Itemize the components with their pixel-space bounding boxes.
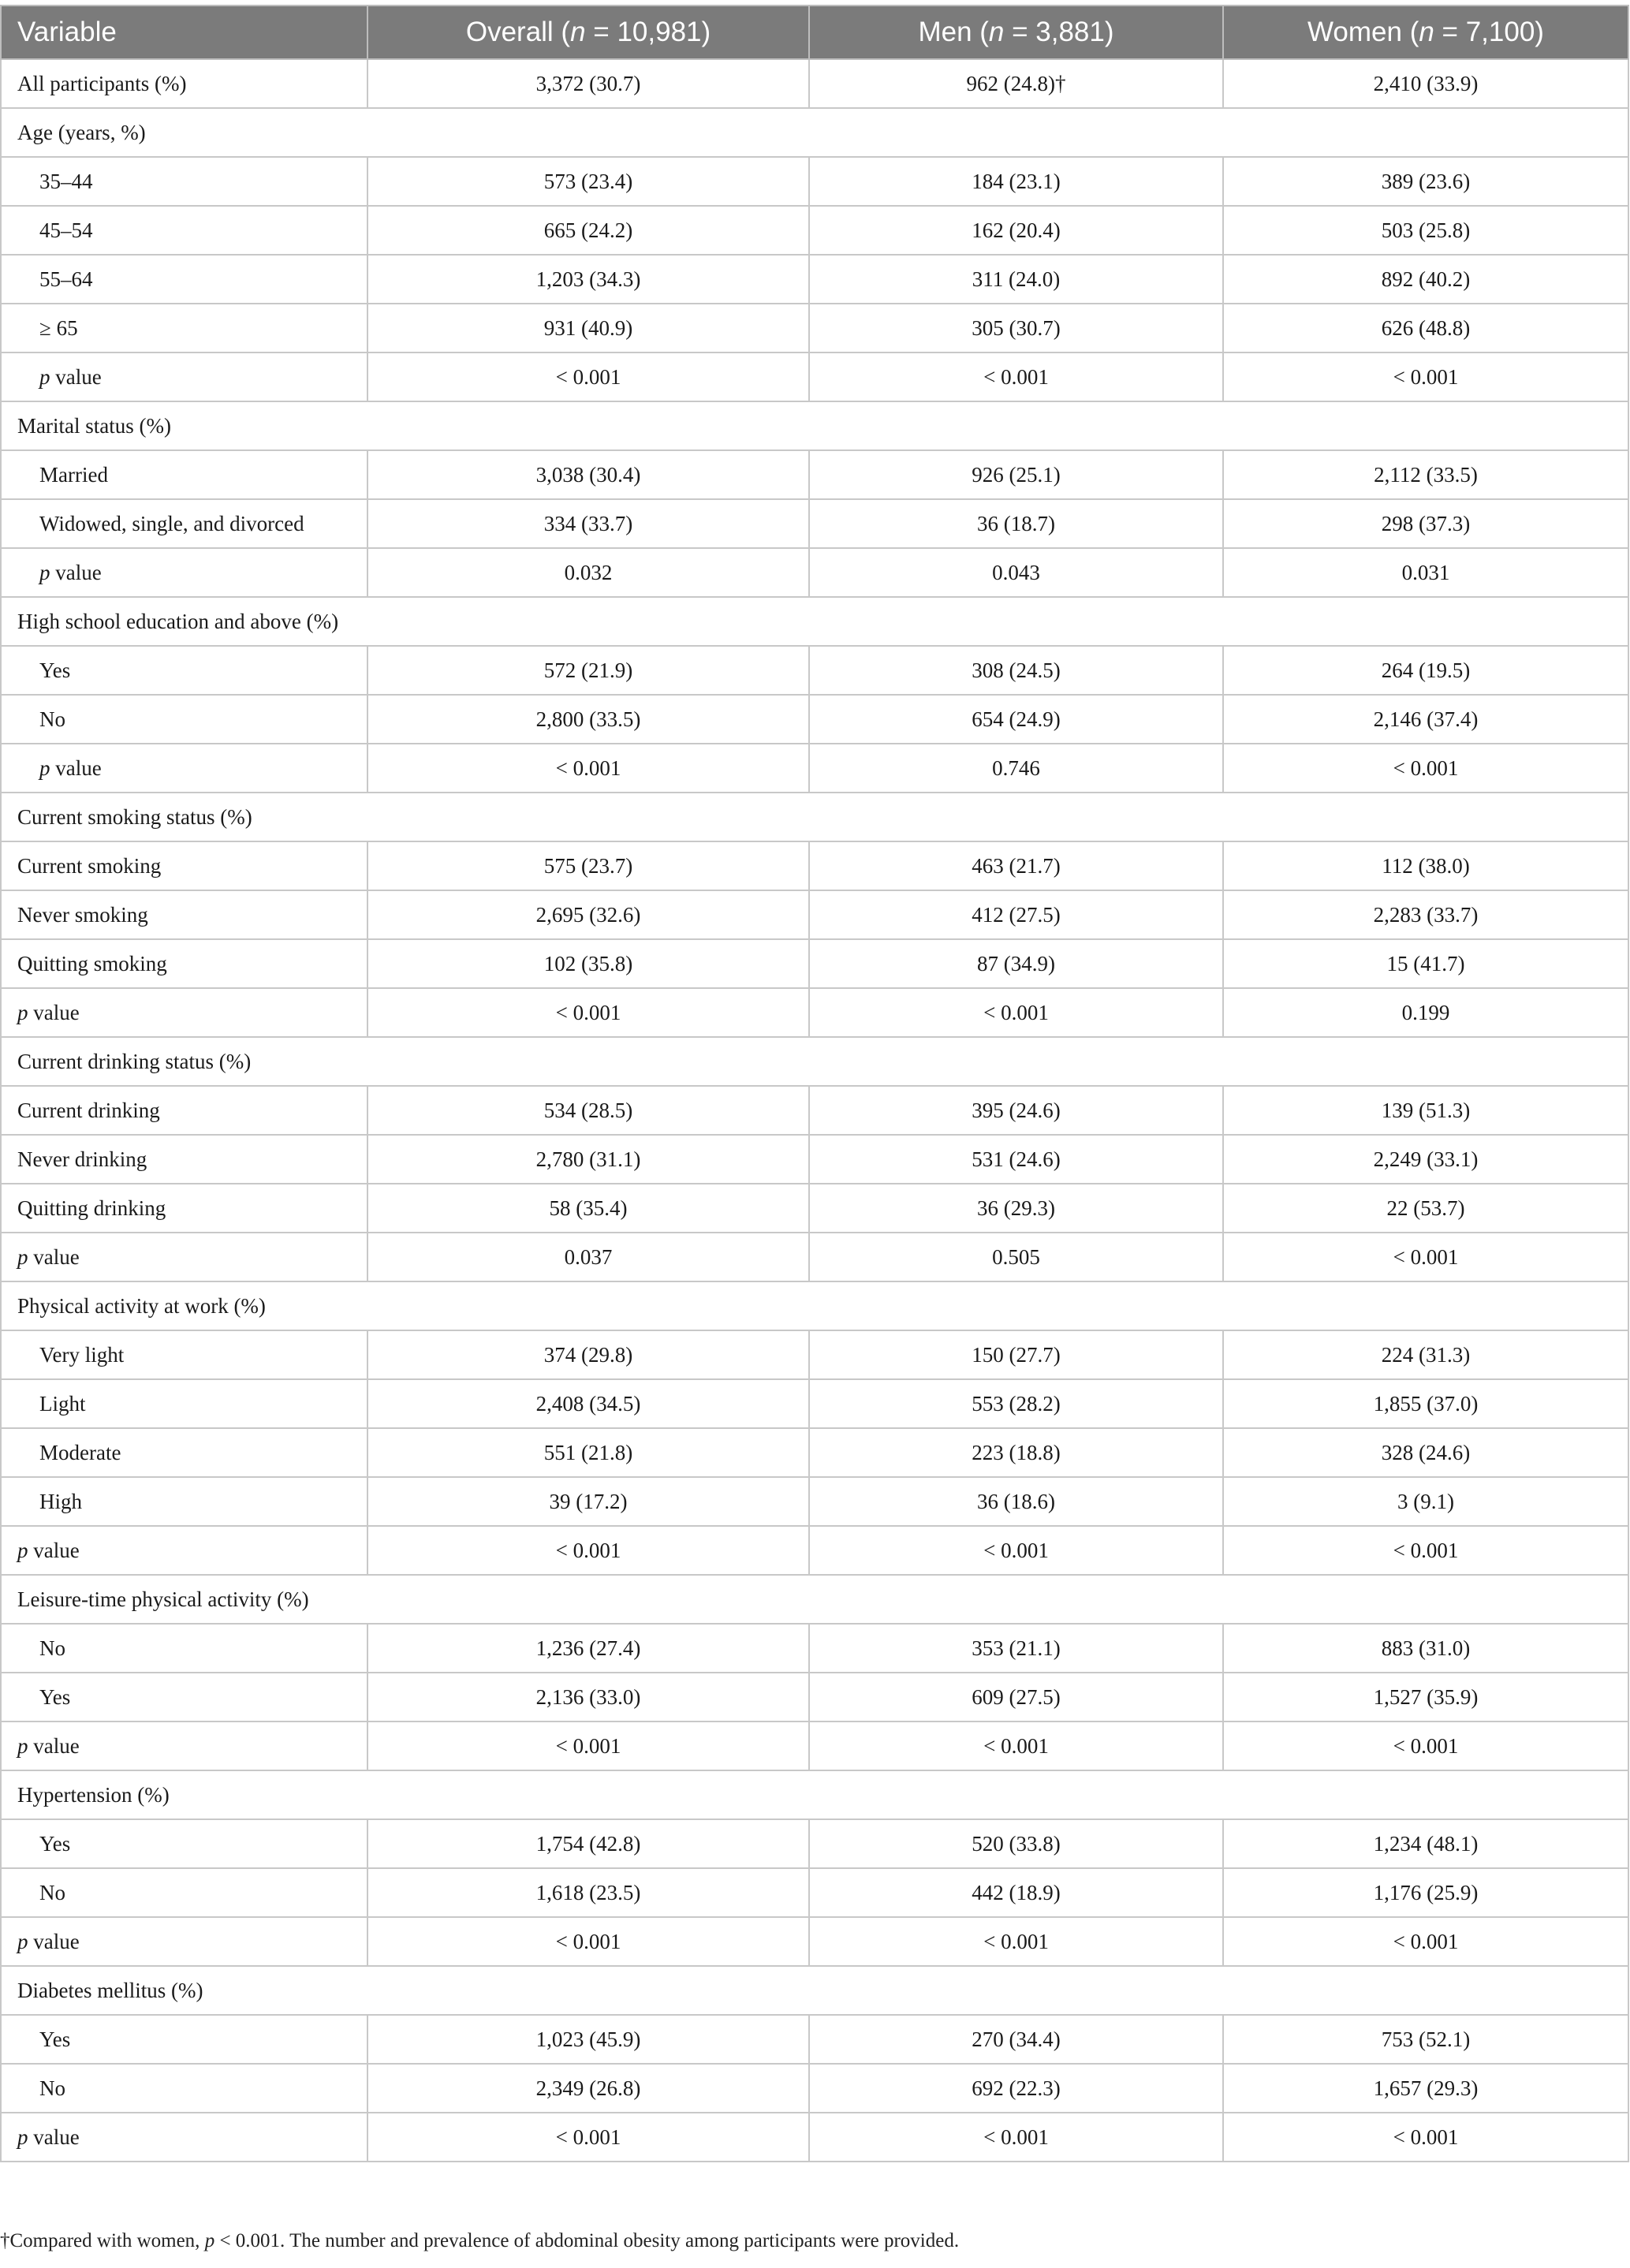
row-label: Light <box>1 1379 367 1428</box>
cell-women: < 0.001 <box>1223 353 1628 401</box>
table-row <box>1 1624 1628 1673</box>
cell-overall: 1,618 (23.5) <box>367 1868 809 1917</box>
cell-overall: < 0.001 <box>367 1722 809 1770</box>
section-row <box>1 597 1628 646</box>
cell-men: 531 (24.6) <box>809 1135 1223 1184</box>
section-label: Physical activity at work (%) <box>1 1281 1628 1330</box>
row-label: Yes <box>1 1819 367 1868</box>
p-value-label <box>1 1917 367 1966</box>
cell-overall: 1,203 (34.3) <box>367 255 809 304</box>
section-row <box>1 1037 1628 1086</box>
table-row <box>1 304 1628 353</box>
section-label: Current smoking status (%) <box>1 793 1628 841</box>
table-row <box>1 695 1628 744</box>
cell-men: 442 (18.9) <box>809 1868 1223 1917</box>
cell-women: 15 (41.7) <box>1223 939 1628 988</box>
row-label: Quitting smoking <box>1 939 367 988</box>
p-value-row <box>1 988 1628 1037</box>
p-value-word: value <box>28 1244 80 1269</box>
table-row <box>1 1673 1628 1722</box>
cell-women: 626 (48.8) <box>1223 304 1628 353</box>
cell-women: 883 (31.0) <box>1223 1624 1628 1673</box>
cell-men: 0.746 <box>809 744 1223 793</box>
row-label: 45–54 <box>1 206 367 255</box>
cell-men: 463 (21.7) <box>809 841 1223 890</box>
section-row <box>1 1575 1628 1624</box>
cell-women: 298 (37.3) <box>1223 499 1628 548</box>
p-value-label <box>1 1233 367 1281</box>
cell-women: 1,176 (25.9) <box>1223 1868 1628 1917</box>
p-symbol: p <box>17 1000 28 1024</box>
cell-men: < 0.001 <box>809 2113 1223 2162</box>
cell-women: < 0.001 <box>1223 744 1628 793</box>
table-row <box>1 206 1628 255</box>
cell-overall: 2,136 (33.0) <box>367 1673 809 1722</box>
cell-men: 654 (24.9) <box>809 695 1223 744</box>
header-overall <box>367 6 809 59</box>
p-value-word: value <box>50 755 102 780</box>
cell-men: 311 (24.0) <box>809 255 1223 304</box>
section-row <box>1 1770 1628 1819</box>
cell-overall: 2,695 (32.6) <box>367 890 809 939</box>
row-label: Quitting drinking <box>1 1184 367 1233</box>
cell-overall: 1,023 (45.9) <box>367 2015 809 2064</box>
table-body <box>1 59 1628 2162</box>
cell-overall: < 0.001 <box>367 1917 809 1966</box>
cell-men: 520 (33.8) <box>809 1819 1223 1868</box>
cell-women: < 0.001 <box>1223 1917 1628 1966</box>
cell-women: 1,527 (35.9) <box>1223 1673 1628 1722</box>
cell-women: < 0.001 <box>1223 2113 1628 2162</box>
cell-overall: 575 (23.7) <box>367 841 809 890</box>
cell-women: 0.199 <box>1223 988 1628 1037</box>
footnote-text-post: < 0.001. The number and prevalence of abdominal obesity among participants were provided. <box>214 2230 960 2251</box>
table-row <box>1 255 1628 304</box>
cell-women: 892 (40.2) <box>1223 255 1628 304</box>
cell-overall: 2,800 (33.5) <box>367 695 809 744</box>
cell-women: 503 (25.8) <box>1223 206 1628 255</box>
table-row <box>1 157 1628 206</box>
table-row <box>1 1086 1628 1135</box>
p-symbol: p <box>39 560 50 584</box>
cell-overall: 374 (29.8) <box>367 1330 809 1379</box>
section-row <box>1 401 1628 450</box>
table-container <box>0 5 1630 2162</box>
p-value-row <box>1 1917 1628 1966</box>
row-label: Yes <box>1 646 367 695</box>
section-label: High school education and above (%) <box>1 597 1628 646</box>
header-row <box>1 6 1628 59</box>
table-row <box>1 2064 1628 2113</box>
cell-overall: 58 (35.4) <box>367 1184 809 1233</box>
section-row <box>1 1966 1628 2015</box>
cell-overall: 2,780 (31.1) <box>367 1135 809 1184</box>
header-women-count: = 7,100) <box>1434 17 1544 47</box>
p-value-row <box>1 1722 1628 1770</box>
table-header <box>1 6 1628 59</box>
cell-men: 223 (18.8) <box>809 1428 1223 1477</box>
p-symbol: p <box>17 1929 28 1953</box>
cell-overall: < 0.001 <box>367 988 809 1037</box>
header-overall-count: = 10,981) <box>585 17 711 47</box>
p-value-row <box>1 1233 1628 1281</box>
cell-women: 2,146 (37.4) <box>1223 695 1628 744</box>
header-women-n: n <box>1419 17 1434 47</box>
header-overall-n: n <box>570 17 586 47</box>
cell-men: 36 (18.7) <box>809 499 1223 548</box>
cell-men: 553 (28.2) <box>809 1379 1223 1428</box>
row-label: ≥ 65 <box>1 304 367 353</box>
section-label: Marital status (%) <box>1 401 1628 450</box>
cell-women: < 0.001 <box>1223 1233 1628 1281</box>
table-footnote <box>0 2230 959 2252</box>
table-row <box>1 646 1628 695</box>
cell-overall: < 0.001 <box>367 744 809 793</box>
p-symbol: p <box>17 1538 28 1562</box>
cell-women: 2,283 (33.7) <box>1223 890 1628 939</box>
cell-overall: 534 (28.5) <box>367 1086 809 1135</box>
cell-men: 0.505 <box>809 1233 1223 1281</box>
p-value-row <box>1 744 1628 793</box>
row-label: No <box>1 1624 367 1673</box>
table-row <box>1 1184 1628 1233</box>
p-value-label <box>1 1526 367 1575</box>
table-row <box>1 1428 1628 1477</box>
cell-women: 224 (31.3) <box>1223 1330 1628 1379</box>
table-row <box>1 59 1628 108</box>
cell-men: 270 (34.4) <box>809 2015 1223 2064</box>
p-symbol: p <box>17 1244 28 1269</box>
cell-men: 926 (25.1) <box>809 450 1223 499</box>
cell-women: 2,249 (33.1) <box>1223 1135 1628 1184</box>
p-value-word: value <box>28 2124 80 2149</box>
row-label: 55–64 <box>1 255 367 304</box>
cell-overall: 102 (35.8) <box>367 939 809 988</box>
section-row <box>1 793 1628 841</box>
header-men-count: = 3,881) <box>1004 17 1114 47</box>
cell-women: 0.031 <box>1223 548 1628 597</box>
section-label: Age (years, %) <box>1 108 1628 157</box>
cell-women: 3 (9.1) <box>1223 1477 1628 1526</box>
row-label: Never drinking <box>1 1135 367 1184</box>
row-label: No <box>1 695 367 744</box>
row-label: Current smoking <box>1 841 367 890</box>
table-row <box>1 1477 1628 1526</box>
cell-women: 112 (38.0) <box>1223 841 1628 890</box>
table-row <box>1 841 1628 890</box>
table-row <box>1 939 1628 988</box>
cell-overall: 2,408 (34.5) <box>367 1379 809 1428</box>
cell-overall: 931 (40.9) <box>367 304 809 353</box>
p-value-word: value <box>28 1538 80 1562</box>
p-value-row <box>1 1526 1628 1575</box>
cell-women: 1,657 (29.3) <box>1223 2064 1628 2113</box>
prevalence-table <box>0 5 1629 2162</box>
p-symbol: p <box>39 364 50 389</box>
table-row <box>1 1330 1628 1379</box>
section-row <box>1 108 1628 157</box>
p-value-word: value <box>50 560 102 584</box>
cell-men: 962 (24.8)† <box>809 59 1223 108</box>
cell-overall: 572 (21.9) <box>367 646 809 695</box>
header-men-label: Men ( <box>918 17 989 47</box>
header-women <box>1223 6 1628 59</box>
cell-women: 1,234 (48.1) <box>1223 1819 1628 1868</box>
row-label: Never smoking <box>1 890 367 939</box>
cell-men: < 0.001 <box>809 1526 1223 1575</box>
cell-overall: 665 (24.2) <box>367 206 809 255</box>
table-row <box>1 450 1628 499</box>
section-label: Current drinking status (%) <box>1 1037 1628 1086</box>
cell-women: 328 (24.6) <box>1223 1428 1628 1477</box>
cell-overall: 3,038 (30.4) <box>367 450 809 499</box>
p-symbol: p <box>17 1733 28 1758</box>
cell-men: 308 (24.5) <box>809 646 1223 695</box>
cell-men: 36 (29.3) <box>809 1184 1223 1233</box>
row-label: High <box>1 1477 367 1526</box>
cell-men: 353 (21.1) <box>809 1624 1223 1673</box>
row-label: No <box>1 1868 367 1917</box>
cell-overall: 3,372 (30.7) <box>367 59 809 108</box>
cell-overall: 39 (17.2) <box>367 1477 809 1526</box>
cell-overall: < 0.001 <box>367 353 809 401</box>
cell-overall: < 0.001 <box>367 1526 809 1575</box>
section-label: Hypertension (%) <box>1 1770 1628 1819</box>
header-men-n: n <box>988 17 1005 47</box>
table-row <box>1 1135 1628 1184</box>
header-overall-label: Overall ( <box>465 17 571 47</box>
cell-overall: 1,236 (27.4) <box>367 1624 809 1673</box>
p-value-label <box>1 1722 367 1770</box>
cell-men: 87 (34.9) <box>809 939 1223 988</box>
header-women-label: Women ( <box>1307 17 1419 47</box>
row-label: Widowed, single, and divorced <box>1 499 367 548</box>
footnote-dagger: † <box>0 2230 10 2251</box>
section-label: Diabetes mellitus (%) <box>1 1966 1628 2015</box>
table-row <box>1 499 1628 548</box>
table-row <box>1 1868 1628 1917</box>
cell-men: 162 (20.4) <box>809 206 1223 255</box>
p-value-label <box>1 2113 367 2162</box>
cell-women: 2,112 (33.5) <box>1223 450 1628 499</box>
cell-overall: 0.037 <box>367 1233 809 1281</box>
footnote-text-pre: Compared with women, <box>9 2230 205 2251</box>
table-row <box>1 1379 1628 1428</box>
cell-men: 0.043 <box>809 548 1223 597</box>
cell-women: 2,410 (33.9) <box>1223 59 1628 108</box>
row-label: No <box>1 2064 367 2113</box>
row-label: Moderate <box>1 1428 367 1477</box>
cell-overall: 0.032 <box>367 548 809 597</box>
cell-men: 609 (27.5) <box>809 1673 1223 1722</box>
p-value-word: value <box>28 1000 80 1024</box>
cell-men: < 0.001 <box>809 1722 1223 1770</box>
table-row <box>1 2015 1628 2064</box>
cell-men: < 0.001 <box>809 988 1223 1037</box>
cell-women: < 0.001 <box>1223 1526 1628 1575</box>
cell-women: < 0.001 <box>1223 1722 1628 1770</box>
p-value-row <box>1 548 1628 597</box>
row-label: 35–44 <box>1 157 367 206</box>
p-value-row <box>1 353 1628 401</box>
p-value-word: value <box>28 1929 80 1953</box>
row-label: Married <box>1 450 367 499</box>
section-label: Leisure-time physical activity (%) <box>1 1575 1628 1624</box>
cell-overall: 1,754 (42.8) <box>367 1819 809 1868</box>
cell-men: 150 (27.7) <box>809 1330 1223 1379</box>
p-symbol: p <box>39 755 50 780</box>
table-row <box>1 1819 1628 1868</box>
cell-men: 184 (23.1) <box>809 157 1223 206</box>
cell-men: 412 (27.5) <box>809 890 1223 939</box>
section-row <box>1 1281 1628 1330</box>
row-label: All participants (%) <box>1 59 367 108</box>
cell-men: < 0.001 <box>809 1917 1223 1966</box>
table-row <box>1 890 1628 939</box>
p-value-label <box>1 353 367 401</box>
cell-women: 1,855 (37.0) <box>1223 1379 1628 1428</box>
cell-men: 692 (22.3) <box>809 2064 1223 2113</box>
cell-men: 36 (18.6) <box>809 1477 1223 1526</box>
cell-men: 395 (24.6) <box>809 1086 1223 1135</box>
row-label: Yes <box>1 1673 367 1722</box>
header-variable: Variable <box>1 6 367 59</box>
cell-women: 264 (19.5) <box>1223 646 1628 695</box>
row-label: Very light <box>1 1330 367 1379</box>
row-label: Yes <box>1 2015 367 2064</box>
p-value-label <box>1 744 367 793</box>
row-label: Current drinking <box>1 1086 367 1135</box>
cell-men: < 0.001 <box>809 353 1223 401</box>
footnote-p-symbol: p <box>204 2230 215 2251</box>
cell-women: 753 (52.1) <box>1223 2015 1628 2064</box>
cell-women: 389 (23.6) <box>1223 157 1628 206</box>
p-symbol: p <box>17 2124 28 2149</box>
p-value-row <box>1 2113 1628 2162</box>
cell-overall: 573 (23.4) <box>367 157 809 206</box>
cell-overall: 551 (21.8) <box>367 1428 809 1477</box>
cell-overall: < 0.001 <box>367 2113 809 2162</box>
cell-women: 22 (53.7) <box>1223 1184 1628 1233</box>
p-value-label <box>1 548 367 597</box>
cell-women: 139 (51.3) <box>1223 1086 1628 1135</box>
header-men <box>809 6 1223 59</box>
cell-overall: 2,349 (26.8) <box>367 2064 809 2113</box>
p-value-word: value <box>50 364 102 389</box>
p-value-word: value <box>28 1733 80 1758</box>
p-value-label <box>1 988 367 1037</box>
cell-men: 305 (30.7) <box>809 304 1223 353</box>
cell-overall: 334 (33.7) <box>367 499 809 548</box>
